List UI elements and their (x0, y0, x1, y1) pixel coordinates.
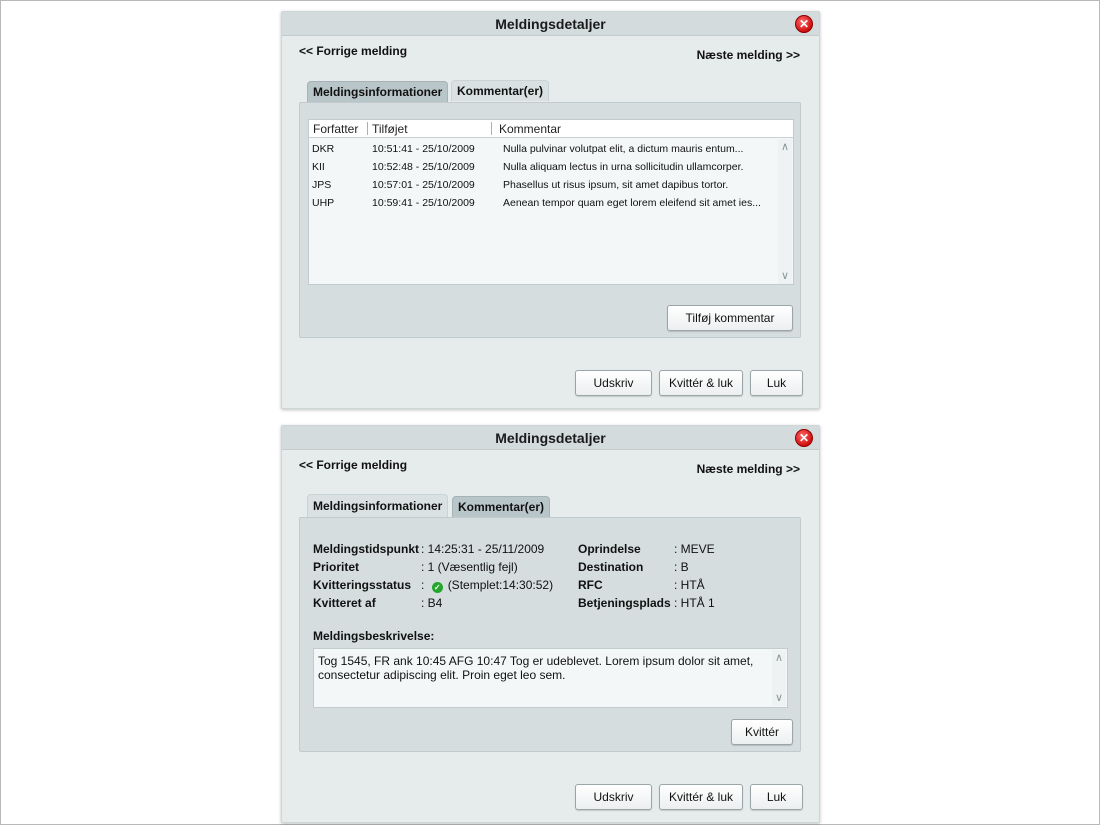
add-comment-button[interactable]: Tilføj kommentar (667, 305, 793, 331)
cell-comment: Nulla pulvinar volutpat elit, a dictum mauris entum... (503, 143, 744, 155)
message-info-panel (299, 517, 801, 752)
description-text: Tog 1545, FR ank 10:45 AFG 10:47 Tog er udeblevet. Lorem ipsum dolor sit amet, consectetur adipiscing elit. Proin eget leo sem. (318, 654, 754, 682)
close-button[interactable]: Luk (750, 784, 803, 810)
cell-added: 10:52:48 - 25/10/2009 (372, 161, 475, 173)
label-message-time: Meldingstidspunkt (313, 542, 419, 556)
label-acknowledged-by: Kvitteret af (313, 596, 376, 610)
cell-comment: Nulla aliquam lectus in urna sollicitudin ullamcorper. (503, 161, 744, 173)
value-acknowledged-by: : B4 (421, 596, 443, 610)
vertical-scrollbar[interactable] (778, 139, 792, 284)
print-button[interactable]: Udskriv (575, 370, 652, 396)
value-rfc: : HTÅ (674, 578, 705, 592)
value-priority: : 1 (Væsentlig fejl) (421, 560, 518, 574)
next-message-link[interactable]: Næste melding >> (696, 462, 800, 476)
comments-grid (308, 119, 794, 285)
label-priority: Prioritet (313, 560, 360, 574)
dialog-title: Meldingsdetaljer (495, 16, 606, 32)
label-ack-status: Kvitteringsstatus (313, 578, 412, 592)
column-header-author[interactable]: Forfatter (313, 122, 359, 136)
cell-author: DKR (312, 143, 335, 155)
table-row[interactable] (309, 194, 777, 212)
value-message-time: : 14:25:31 - 25/11/2009 (421, 542, 545, 556)
cell-comment: Phasellus ut risus ipsum, sit amet dapibus tortor. (503, 179, 729, 191)
next-message-link[interactable]: Næste melding >> (696, 48, 800, 62)
acknowledge-close-button[interactable]: Kvittér & luk (659, 784, 743, 810)
comments-panel (299, 102, 801, 338)
scroll-down-icon[interactable]: ∨ (780, 270, 790, 282)
description-textarea[interactable] (313, 648, 788, 708)
message-details-dialog-info (281, 425, 820, 823)
cell-added: 10:51:41 - 25/10/2009 (372, 143, 475, 155)
tab-message-info[interactable]: Meldingsinformationer (307, 81, 448, 102)
value-destination: : B (674, 560, 689, 574)
cell-added: 10:57:01 - 25/10/2009 (372, 179, 475, 191)
cell-author: JPS (312, 179, 332, 191)
acknowledge-close-button[interactable]: Kvittér & luk (659, 370, 743, 396)
value-operator-station: : HTÅ 1 (674, 596, 715, 610)
label-rfc: RFC (578, 578, 603, 592)
close-icon[interactable]: ✕ (795, 15, 813, 33)
label-destination: Destination (578, 560, 644, 574)
dialog-titlebar (282, 12, 819, 36)
value-origin: : MEVE (674, 542, 715, 556)
dialog-titlebar (282, 426, 819, 450)
tab-message-info[interactable]: Meldingsinformationer (307, 494, 448, 517)
cell-comment: Aenean tempor quam eget lorem eleifend sit amet ies... (503, 197, 761, 209)
vertical-scrollbar[interactable] (772, 650, 786, 706)
table-row[interactable] (309, 140, 777, 158)
scroll-up-icon[interactable]: ∧ (780, 141, 790, 153)
previous-message-link[interactable]: << Forrige melding (299, 458, 408, 472)
label-origin: Oprindelse (578, 542, 641, 556)
acknowledge-button[interactable]: Kvittér (731, 719, 793, 745)
cell-author: UHP (312, 197, 335, 209)
table-row[interactable] (309, 158, 777, 176)
value-ack-status-text: (Stemplet:14:30:52) (447, 578, 554, 592)
check-circle-icon: ✓ (432, 582, 443, 593)
value-ack-status-prefix: : (421, 578, 425, 592)
dialog-title: Meldingsdetaljer (495, 430, 606, 446)
cell-author: KII (312, 161, 325, 173)
cell-added: 10:59:41 - 25/10/2009 (372, 197, 475, 209)
close-button[interactable]: Luk (750, 370, 803, 396)
previous-message-link[interactable]: << Forrige melding (299, 44, 408, 58)
table-row[interactable] (309, 176, 777, 194)
close-icon[interactable]: ✕ (795, 429, 813, 447)
print-button[interactable]: Udskriv (575, 784, 652, 810)
tab-comments[interactable]: Kommentar(er) (451, 80, 549, 101)
scroll-up-icon[interactable]: ∧ (774, 652, 784, 664)
column-header-added[interactable]: Tilføjet (372, 122, 408, 136)
value-ack-status (421, 578, 553, 593)
label-operator-station: Betjeningsplads (578, 596, 671, 610)
description-label: Meldingsbeskrivelse: (313, 629, 435, 643)
tab-comments[interactable]: Kommentar(er) (452, 496, 550, 517)
column-header-comment[interactable]: Kommentar (499, 122, 562, 136)
message-details-dialog-comments (281, 11, 820, 409)
grid-header (309, 120, 793, 138)
scroll-down-icon[interactable]: ∨ (774, 692, 784, 704)
